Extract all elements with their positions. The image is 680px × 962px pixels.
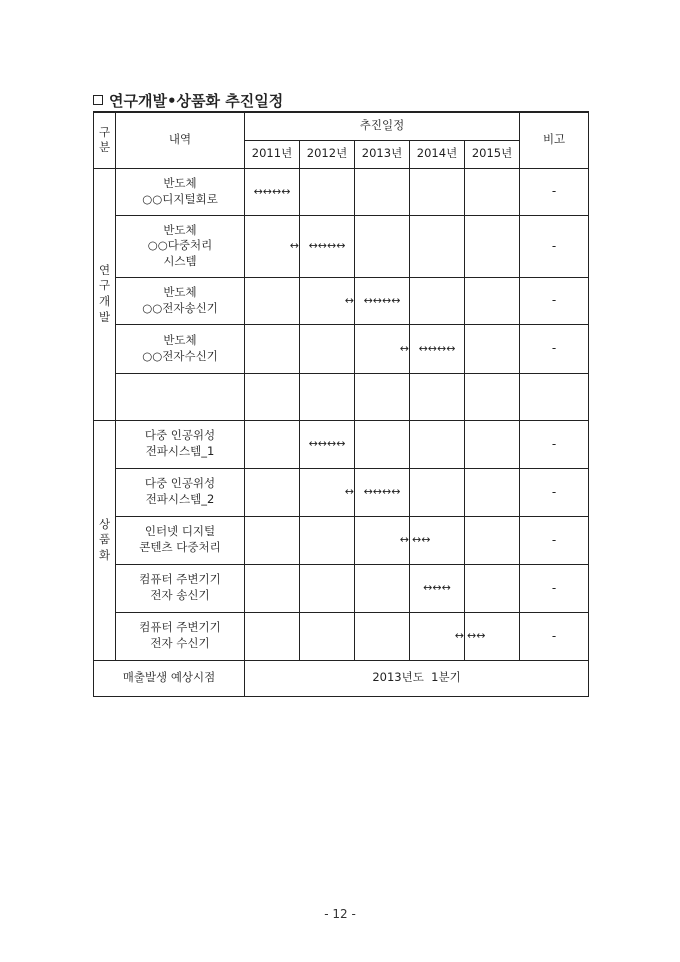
year-cell xyxy=(465,324,520,373)
section-title-text: 연구개발•상품화 추진일정 xyxy=(109,91,284,110)
group-label-commercialization: 상 품 화 xyxy=(94,420,116,660)
year-header: 2012년 xyxy=(300,140,355,168)
year-cell xyxy=(245,324,300,373)
year-cell xyxy=(355,168,410,215)
table-row xyxy=(94,420,589,468)
schedule-arrow: ↔↔↔↔ xyxy=(308,239,346,253)
schedule-arrow: ↔ xyxy=(454,629,464,643)
group-label-rnd: 연 구 개 발 xyxy=(94,168,116,420)
year-cell xyxy=(410,516,465,564)
schedule-arrow: ↔↔ xyxy=(467,629,486,643)
details-header: 내역 xyxy=(116,112,245,168)
table-row xyxy=(94,564,589,612)
year-cell xyxy=(300,373,355,420)
year-cell xyxy=(355,324,410,373)
table-row xyxy=(94,373,589,420)
schedule-arrow: ↔ xyxy=(344,485,354,499)
schedule-arrow: ↔↔↔ xyxy=(423,581,451,595)
year-cell xyxy=(410,564,465,612)
table-row xyxy=(94,168,589,215)
year-cell xyxy=(245,564,300,612)
year-cell xyxy=(410,277,465,324)
year-cell xyxy=(355,277,410,324)
year-cell xyxy=(355,468,410,516)
year-cell xyxy=(410,420,465,468)
year-cell xyxy=(410,468,465,516)
year-cell xyxy=(300,324,355,373)
remark-cell: - xyxy=(520,168,589,215)
year-cell xyxy=(410,168,465,215)
row-details: 인터넷 디지털 콘텐츠 다중처리 xyxy=(116,516,245,564)
year-cell xyxy=(465,420,520,468)
year-cell xyxy=(355,612,410,660)
row-details: 컴퓨터 주변기기 전자 송신기 xyxy=(116,564,245,612)
sales-start-label: 매출발생 예상시점 xyxy=(94,660,245,696)
year-cell xyxy=(245,277,300,324)
table-row xyxy=(94,215,589,277)
year-header: 2013년 xyxy=(355,140,410,168)
year-cell xyxy=(355,215,410,277)
schedule-header: 추진일정 xyxy=(245,112,520,140)
year-header: 2015년 xyxy=(465,140,520,168)
table-row xyxy=(94,612,589,660)
year-header: 2014년 xyxy=(410,140,465,168)
year-cell xyxy=(410,324,465,373)
year-cell xyxy=(355,420,410,468)
section-title xyxy=(93,89,283,111)
year-cell xyxy=(355,516,410,564)
row-details: 반도체 ○○다중처리 시스템 xyxy=(116,215,245,277)
year-cell xyxy=(245,468,300,516)
schedule-arrow: ↔ xyxy=(399,341,409,355)
year-cell xyxy=(465,468,520,516)
year-cell xyxy=(245,516,300,564)
year-cell xyxy=(465,516,520,564)
schedule-arrow: ↔↔ xyxy=(412,533,431,547)
table-row-footer xyxy=(94,660,589,696)
table-row xyxy=(94,468,589,516)
schedule-arrow: ↔↔↔↔ xyxy=(253,184,291,198)
page-number: - 12 - xyxy=(324,907,356,921)
year-cell xyxy=(245,373,300,420)
year-cell xyxy=(300,420,355,468)
year-cell xyxy=(300,612,355,660)
year-cell xyxy=(245,215,300,277)
schedule-table xyxy=(93,111,589,697)
remark-cell xyxy=(520,373,589,420)
row-details: 다중 인공위성 전파시스템_2 xyxy=(116,468,245,516)
remark-cell: - xyxy=(520,215,589,277)
year-cell xyxy=(245,612,300,660)
row-details: 다중 인공위성 전파시스템_1 xyxy=(116,420,245,468)
row-details: 컴퓨터 주변기기 전자 수신기 xyxy=(116,612,245,660)
year-cell xyxy=(300,564,355,612)
year-cell xyxy=(355,373,410,420)
year-cell xyxy=(355,564,410,612)
year-header: 2011년 xyxy=(245,140,300,168)
table-row xyxy=(94,324,589,373)
schedule-arrow: ↔ xyxy=(289,239,299,253)
sales-start-value: 2013년도 1분기 xyxy=(245,660,589,696)
row-details: 반도체 ○○전자수신기 xyxy=(116,324,245,373)
remarks-header: 비고 xyxy=(520,112,589,168)
year-cell xyxy=(300,215,355,277)
year-cell xyxy=(410,373,465,420)
year-cell xyxy=(465,373,520,420)
year-cell xyxy=(300,277,355,324)
year-cell xyxy=(300,168,355,215)
year-cell xyxy=(465,215,520,277)
year-cell xyxy=(465,612,520,660)
table-row xyxy=(94,516,589,564)
year-cell xyxy=(300,468,355,516)
year-cell xyxy=(245,168,300,215)
year-cell xyxy=(410,612,465,660)
remark-cell: - xyxy=(520,277,589,324)
row-details: 반도체 ○○전자송신기 xyxy=(116,277,245,324)
remark-cell: - xyxy=(520,612,589,660)
row-details: 반도체 ○○디지털회로 xyxy=(116,168,245,215)
schedule-arrow: ↔↔↔↔ xyxy=(418,341,456,355)
year-cell xyxy=(465,564,520,612)
checkbox-marker-icon xyxy=(93,95,103,105)
year-cell xyxy=(465,168,520,215)
schedule-arrow: ↔ xyxy=(399,533,409,547)
year-cell xyxy=(245,420,300,468)
remark-cell: - xyxy=(520,564,589,612)
table-row xyxy=(94,277,589,324)
schedule-arrow: ↔ xyxy=(344,293,354,307)
year-cell xyxy=(410,215,465,277)
remark-cell: - xyxy=(520,324,589,373)
remark-cell: - xyxy=(520,420,589,468)
row-details xyxy=(116,373,245,420)
year-cell xyxy=(300,516,355,564)
category-header: 구 분 xyxy=(94,112,116,168)
schedule-arrow: ↔↔↔↔ xyxy=(308,437,346,451)
schedule-arrow: ↔↔↔↔ xyxy=(363,485,401,499)
year-cell xyxy=(465,277,520,324)
remark-cell: - xyxy=(520,468,589,516)
remark-cell: - xyxy=(520,516,589,564)
schedule-arrow: ↔↔↔↔ xyxy=(363,293,401,307)
